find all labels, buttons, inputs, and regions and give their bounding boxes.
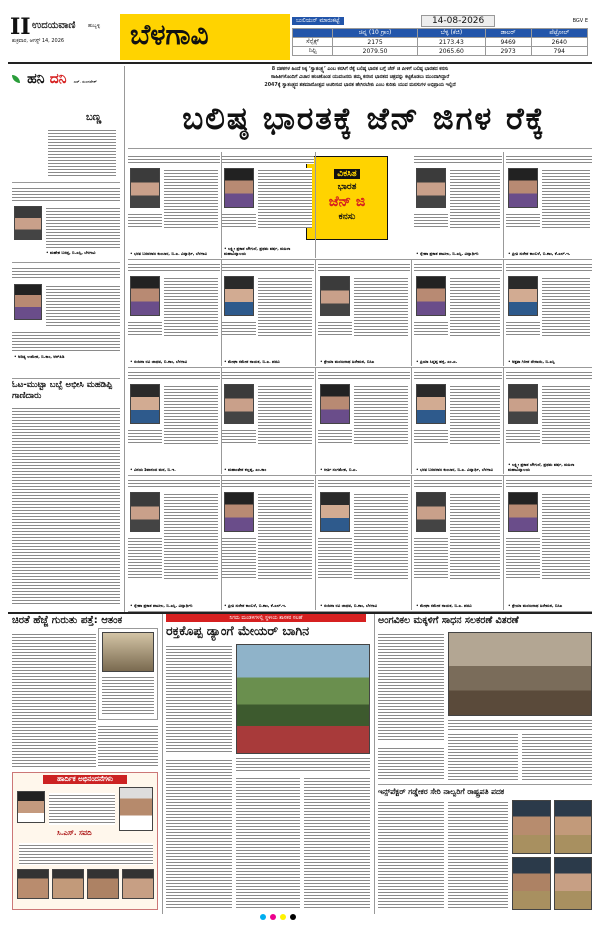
profile-photo (224, 276, 254, 316)
profile-text (542, 168, 590, 228)
profile-photo (320, 492, 350, 532)
profile-photo (130, 168, 160, 208)
profile-text-b (506, 212, 540, 228)
profile-photo (416, 492, 446, 532)
profile-caption: • ಮಹಾಂತೇಶ ಕಲ್ಲಪ್ಪ, ಎಂ.ಕಾಂ (224, 467, 267, 472)
profile-text (354, 384, 408, 444)
market-row-label: ನಿಫ್ಟಿ (293, 47, 333, 56)
profile-card (414, 368, 502, 474)
profile-text-b (318, 536, 352, 580)
profile-photo (224, 168, 254, 208)
leopard-inset-box (98, 628, 158, 720)
profile-text (354, 492, 408, 580)
profile-photo (130, 384, 160, 424)
disabled-body-2 (448, 732, 518, 780)
market-cell: 2065.60 (418, 47, 486, 56)
bottom-divider-1 (162, 614, 163, 914)
profile-text (450, 492, 500, 580)
left-profile-text (46, 206, 120, 248)
profile-intro (222, 478, 314, 488)
profile-card (222, 260, 314, 366)
profile-photo (416, 384, 446, 424)
profile-intro (506, 370, 592, 380)
bottom-divider-2 (374, 614, 375, 914)
profile-photo (224, 492, 254, 532)
market-header: ಡಾಲರ್ (485, 29, 531, 38)
lead-kicker (128, 66, 592, 90)
page-number: II (10, 14, 31, 40)
profile-caption: • ಪ್ರಿಯಾ ಸಿದ್ದಪ್ಪ ಹಳ್ಳಿ, ಎಂ.ಎ. (416, 359, 458, 364)
left-profile2-text (46, 284, 120, 328)
profile-card (128, 476, 220, 610)
profile-text (258, 168, 312, 228)
dam-body-3 (236, 776, 300, 910)
medal-body-2 (448, 800, 508, 910)
profile-photo (130, 276, 160, 316)
profile-text (542, 384, 590, 444)
medal-headline: ಇನ್ಸ್‌ಪೆಕ್ಟರ್ ಗಡ್ಡೇಕರ ಸೇರಿ ನಾಲ್ವರಿಗೆ ರಾಷ್ಟ್ರಪತಿ ಪದಕ (378, 787, 505, 796)
lead-rule (128, 148, 592, 149)
profile-caption: • ಕೀರ್ತಿ ಸಂಗಮೇಶ, ಬಿ.ಎ. (320, 467, 358, 472)
profile-card (414, 476, 502, 610)
market-cell: 2175 (333, 38, 418, 47)
market-table-box (292, 16, 588, 62)
profile-card (506, 368, 592, 474)
profile-caption: • ಮೇಘಾ ರಮೇಶ ನಾಯಕ, ಬಿ.ಎ. ಪದವಿ (416, 603, 472, 608)
disabled-kids-headline: ಅಂಗವಿಕಲ ಮಕ್ಕಳಿಗೆ ಸಾಧನ ಸಲಕರಣೆ ವಿತರಣೆ (378, 615, 519, 626)
edition-code: BGV E (572, 18, 588, 24)
profile-photo (508, 276, 538, 316)
column-brand (12, 68, 122, 92)
profile-intro (318, 262, 410, 272)
profile-caption: • ಪ್ರೀತಿ ಸುರೇಶ ಕಾಂಬಳೆ, ಬಿ.ಕಾಂ, ಕೆ.ಎಲ್.ಇ. (508, 251, 571, 256)
column-brand-a: ಹನಿ (27, 71, 45, 87)
date-badge: 14-08-2026 (421, 15, 495, 27)
disabled-body-4 (378, 746, 444, 780)
profile-intro (128, 154, 220, 164)
profile-caption: • ಲಕ್ಷ್ಮೀ ಪ್ರಕಾಶ ಚೌಗುಲೆ, ಪ್ರಥಮ ವರ್ಷ, ಮಹಿಳಾ ಮಹಾವಿದ್ಯಾಲಯ (224, 246, 291, 256)
profile-text-b (222, 320, 256, 336)
market-title: ಬುಲಿಯನ್ ಮಾರುಕಟ್ಟೆ (292, 17, 344, 25)
profile-text (164, 168, 218, 228)
ad-title: ಹಾರ್ದಿಕ ಅಭಿನಂದನೆಗಳು (43, 775, 127, 784)
profile-text (542, 276, 590, 336)
left-rule (12, 262, 120, 263)
profile-intro (128, 370, 220, 380)
market-header: ಬೆಳ್ಳಿ (ಕೆಜಿ) (418, 29, 486, 38)
profile-photo (416, 276, 446, 316)
market-row (293, 38, 588, 47)
disabled-body-1 (378, 632, 444, 742)
market-cell: 2173.43 (418, 38, 486, 47)
profile-text-b (222, 212, 256, 228)
profile-card (318, 476, 410, 610)
profile-text-b (318, 320, 352, 336)
profile-intro (414, 262, 502, 272)
profile-card (506, 152, 592, 258)
profile-text (450, 168, 500, 228)
profile-card (128, 368, 220, 474)
profile-intro (414, 370, 502, 380)
right-bottom-rule (378, 784, 592, 785)
grid-divider (503, 476, 504, 610)
column-word: ಬಣ್ಣ (86, 112, 102, 123)
dam-kicker: ನಿಗಮ ಮಂಡಳಿಗಳಲ್ಲಿ ಸ್ಥಳೀಯ ಶಾಸಕರ ಸಲಹೆ (166, 614, 366, 622)
grid-divider (315, 476, 316, 610)
ad-text (49, 793, 115, 825)
medal-body-1 (378, 800, 444, 910)
profile-text-b (414, 536, 448, 580)
profile-caption: • ಭರತ ಬಸವರಾಜ ಕುಂಬಾರ, ಬಿ.ಎ. ವಿದ್ಯಾರ್ಥಿ, ಬೆಳಗಾವಿ (416, 467, 493, 472)
profile-caption: • ಸ್ನೇಹಾ ಪ್ರಕಾಶ ಪಾಟೀಲ, ಬಿ.ಎಸ್ಸಿ. ವಿದ್ಯಾರ್ಥಿನಿ (130, 603, 193, 608)
disabled-photo (448, 632, 592, 716)
officer-photo (554, 857, 593, 911)
column-brand-b: ದನಿ (49, 71, 67, 87)
dam-body-2 (166, 758, 232, 910)
profile-card (506, 260, 592, 366)
grid-divider (411, 260, 412, 366)
city-banner (120, 14, 290, 60)
profile-card (414, 152, 502, 258)
ad-portrait-right (119, 787, 153, 831)
profile-card (222, 152, 314, 258)
profile-photo (508, 168, 538, 208)
ad-thumb (87, 869, 119, 899)
leopard-headline: ಚಿರತೆ ಹೆಜ್ಜೆ ಗುರುತು ಪತ್ತೆ: ಆತಂಕ (12, 615, 123, 626)
officer-photo (512, 800, 551, 854)
profile-caption: • ಸ್ನೇಹಾ ಪ್ರಕಾಶ ಪಾಟೀಲ, ಬಿ.ಎಸ್ಸಿ. ವಿದ್ಯಾರ್ಥಿನಿ (416, 251, 479, 256)
dam-body-4 (304, 776, 370, 910)
profile-caption: • ವಿನಯ ಶಿವಾನಂದ ಮಠ, ಬಿ.ಇ. (130, 467, 176, 472)
city-title: ಬೆಳಗಾವಿ (130, 18, 209, 51)
profile-text-b (128, 212, 162, 228)
profile-text (164, 492, 218, 580)
profile-caption: • ಲಕ್ಷ್ಮೀ ಪ್ರಕಾಶ ಚೌಗುಲೆ, ಪ್ರಥಮ ವರ್ಷ, ಮಹಿಳಾ ಮಹಾವಿದ್ಯಾಲಯ (508, 462, 575, 472)
ad-text-b (19, 843, 153, 865)
profile-text (542, 492, 590, 580)
market-row-label: ಸೆನ್ಸೆಕ್ಸ್ (293, 38, 333, 47)
officer-photo (554, 800, 593, 854)
profile-caption: • ಶ್ರೇಯಾ ಮಂಜುನಾಥ ಹಿರೇಮಠ, ಬಿಸಿಎ (320, 359, 375, 364)
lead-kicker-line: 8 ದಶಕಗಳ ಹಿಂದೆ ಸಿಕ್ಕ ‘ಸ್ವಾತಂತ್ರ್ಯ’ ಎಂಬ ಕನಸಿಗೆ ರೆಕ್ಕೆ ಬಲಿಷ್ಠ ಭಾರತ ಬಗ್ಗೆ ಜೆನ್ ಜಿ ಪೀಳಿಗೆ ಬಲಿಷ್ಠ ಭಾರತದ ಕನಸು (271, 67, 449, 72)
logo-line4: ಕನಸು (338, 212, 356, 222)
left-profile2-intro (12, 266, 120, 280)
leopard-body-b (98, 724, 158, 768)
market-header-row (293, 29, 588, 38)
market-header: ಪೆಟ್ರೋಲ್ (531, 29, 587, 38)
leaf-icon (12, 75, 20, 83)
profile-card (222, 368, 314, 474)
market-cell: 2079.50 (333, 47, 418, 56)
paper-name: ಉದಯವಾಣಿ (32, 20, 76, 31)
profile-intro (506, 154, 592, 164)
officer-photo (512, 857, 551, 911)
profile-card (414, 260, 502, 366)
ad-thumb (52, 869, 84, 899)
profile-text (354, 276, 408, 336)
profile-intro (222, 154, 314, 164)
left-column-divider (124, 66, 125, 612)
profile-card (318, 368, 410, 474)
profile-photo (508, 384, 538, 424)
registration-marks (260, 914, 296, 920)
side-story-body (12, 406, 120, 606)
grid-divider (315, 152, 316, 258)
profile-text (258, 384, 312, 444)
lead-headline: ಬಲಿಷ್ಠ ಭಾರತಕ್ಕೆ ಜೆನ್ ಜಿಗಳ ರೆಕ್ಕೆ (182, 101, 546, 137)
ad-portrait-left (17, 791, 45, 823)
left-rule-2 (12, 378, 120, 379)
profile-caption: • ಅಕ್ಷತಾ ಗಿರೀಶ ದೇಸಾಯಿ, ಬಿ.ಎಸ್ಸಿ (508, 359, 555, 364)
profile-caption: • ಭರತ ಬಸವರಾಜ ಕುಂಬಾರ, ಬಿ.ಎ. ವಿದ್ಯಾರ್ಥಿ, ಬೆಳಗಾವಿ (130, 251, 207, 256)
column-poem (48, 128, 116, 176)
left-profile2-text-b (12, 330, 120, 352)
dam-photo (236, 644, 370, 754)
market-cell: 2973 (485, 47, 531, 56)
profile-intro (318, 478, 410, 488)
profile-text-b (222, 428, 256, 444)
market-cell: 9469 (485, 38, 531, 47)
side-story-headline: ಓಟ-ಮುಟ್ಟಾ ಬಬ್ಬೆ ಅಭೀಸಿ ಮಹಡಿಪ್ಪಿ ಗಾಣಿದಾರು (12, 380, 113, 401)
profile-text-b (506, 536, 540, 580)
profile-text (450, 384, 500, 444)
left-profile-intro (12, 186, 120, 202)
profile-text-b (414, 320, 448, 336)
profile-text (258, 492, 312, 580)
left-profile2-photo (14, 284, 42, 320)
ad-thumb (17, 869, 49, 899)
profile-intro (506, 478, 592, 488)
column-rule (12, 182, 120, 183)
ad-line: ಸಿ.ಎಸ್. ಸವದಿ (57, 829, 92, 837)
medal-photos (512, 800, 592, 910)
profile-caption: • ಮೇಘಾ ರಮೇಶ ನಾಯಕ, ಬಿ.ಎ. ಪದವಿ (224, 359, 280, 364)
profile-text (164, 276, 218, 336)
grid-divider (411, 368, 412, 474)
market-cell: 794 (531, 47, 587, 56)
profile-text (258, 276, 312, 336)
profile-text (450, 276, 500, 336)
profile-photo (130, 492, 160, 532)
grid-divider (411, 476, 412, 610)
logo-line3: ಜೆನ್ ಜಿ (328, 194, 366, 210)
profile-intro (222, 262, 314, 272)
profile-photo (320, 276, 350, 316)
disabled-caption (448, 718, 592, 730)
profile-intro (414, 154, 502, 164)
profile-intro (506, 262, 592, 272)
market-cell: 2640 (531, 38, 587, 47)
greeting-ad (12, 772, 158, 910)
edition-tag: ಹುಬ್ಬಳ್ಳಿ (88, 23, 101, 29)
leopard-body (12, 632, 96, 768)
profile-intro (318, 370, 410, 380)
dam-caption (236, 756, 370, 772)
market-header: ಚಿನ್ನ (10 ಗ್ರಾಂ) (333, 29, 418, 38)
profile-text-b (506, 320, 540, 336)
lead-kicker-line: 2047ಕ್ಕೆ ಸ್ವಾತಂತ್ರ್ಯದ ಶತಮಾನೋತ್ಸವ ಆಚರಿಸುವ ಭಾರತ ಹೇಗಿರಬೇಕು ಎಂಬ ಕುರಿತು ಯುವ ಮನಸುಗಳ ಅಭಿಪ್ರಾಯ ಇಲ್ಲಿದೆ (264, 83, 456, 88)
profile-photo (320, 384, 350, 424)
profile-card (222, 476, 314, 610)
grid-divider (315, 260, 316, 366)
grid-divider (503, 368, 504, 474)
market-table (292, 28, 588, 56)
inset-photo (102, 632, 154, 672)
logo-line1: ವಿಕಸಿತ (334, 169, 359, 179)
profile-caption: • ಪ್ರೀತಿ ಸುರೇಶ ಕಾಂಬಳೆ, ಬಿ.ಕಾಂ, ಕೆ.ಎಲ್.ಇ. (224, 603, 287, 608)
lead-kicker-line: ಸಾಹಿತಿಗಳೊಂದಿಗೆ ವಿಚಾರ ಹಂಚಿಕೊಂಡ ಯುವಜನರು ತಮ್ಮ ಕನಸಿನ ಭಾರತದ ಚಿತ್ರವನ್ನು ಕಟ್ಟಿಕೊಡಲು ಮುಂದಾಗಿದ್ದಾರೆ (270, 75, 450, 80)
dateline: ಶುಕ್ರವಾರ, ಆಗಸ್ಟ್ 14, 2026 (12, 38, 65, 44)
profile-text-b (128, 320, 162, 336)
masthead-rule (8, 62, 592, 64)
market-row (293, 47, 588, 56)
profile-card (128, 152, 220, 258)
grid-divider (503, 260, 504, 366)
profile-caption: • ಶ್ರೇಯಾ ಮಂಜುನಾಥ ಹಿರೇಮಠ, ಬಿಸಿಎ (508, 603, 563, 608)
profile-intro (128, 262, 220, 272)
left-profile-caption: • ಮಹೇಶ ಬಸಪ್ಪ, ಬಿ.ಎಸ್ಸಿ, ಬೆಳಗಾವಿ (46, 250, 96, 255)
profile-caption: • ಸಂಜನಾ ರವಿ ಜಾಧವ, ಬಿ.ಕಾಂ, ಬೆಳಗಾವಿ (320, 603, 378, 608)
grid-divider (503, 152, 504, 258)
column-author: ಎಸ್. ಸುಂದರೇಶ್ (73, 79, 97, 84)
profile-text (164, 384, 218, 444)
profile-intro (128, 478, 220, 488)
profile-card (506, 476, 592, 610)
inset-text (102, 675, 154, 715)
profile-caption: • ಸಂಜನಾ ರವಿ ಜಾಧವ, ಬಿ.ಕಾಂ, ಬೆಳಗಾವಿ (130, 359, 188, 364)
left-profile-photo (14, 206, 42, 240)
profile-text-b (128, 428, 162, 444)
left-profile2-caption: • ಆದಿತ್ಯ ಉಮೇಶ, ಬಿ.ಕಾಂ, ಆರ್‌ಪಿಡಿ (14, 354, 65, 359)
grid-divider (315, 368, 316, 474)
profile-text-b (318, 428, 352, 444)
profile-text-b (414, 212, 448, 228)
profile-text-b (222, 536, 256, 580)
profile-intro (414, 478, 502, 488)
profile-photo (508, 492, 538, 532)
profile-text-b (414, 428, 448, 444)
disabled-body-3 (522, 732, 592, 780)
profile-card (318, 260, 410, 366)
profile-intro (222, 370, 314, 380)
profile-card (128, 260, 220, 366)
profile-photo (224, 384, 254, 424)
profile-photo (416, 168, 446, 208)
ad-thumb (122, 869, 154, 899)
logo-line2: ಭಾರತ (337, 182, 357, 192)
dam-headline: ರಕ್ತಕೊಪ್ಪ ಡ್ಯಾಂಗೆ ಮೇಯರ್ ಬಾಗಿನ (166, 623, 310, 638)
vikasit-logo (306, 156, 388, 240)
profile-text-b (506, 428, 540, 444)
profile-text-b (128, 536, 162, 580)
dam-body-1 (166, 644, 232, 754)
